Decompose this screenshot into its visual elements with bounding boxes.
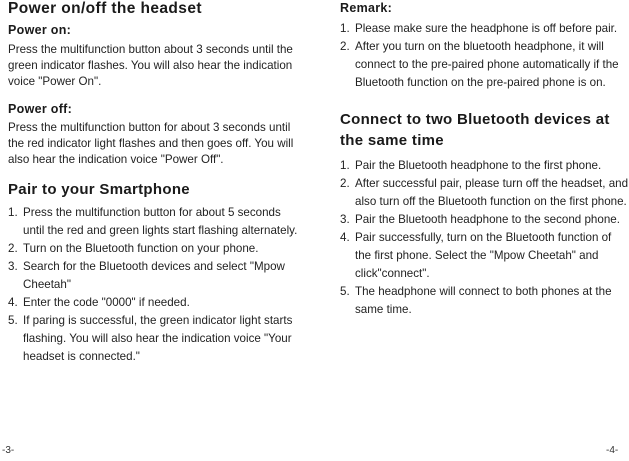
step-number: 1.	[8, 206, 18, 219]
list-item	[340, 20, 629, 38]
pair-steps	[8, 204, 298, 366]
list-item	[340, 211, 629, 229]
left-page	[8, 0, 298, 366]
power-off-text: Press the multifunction button for about 3 seconds until the red indicator light flashes and then goes off. You will also hear the indication voice "Power Off".	[8, 121, 294, 166]
two-devices-heading: Connect to two Bluetooth devices at the same time	[340, 111, 610, 149]
step-number: 1.	[340, 22, 350, 35]
step-text: Turn on the Bluetooth function on your phone.	[23, 242, 259, 255]
step-text: Pair successfully, turn on the Bluetooth function of the first phone. Select the "Mpow Cheetah" and click"connect".	[355, 231, 612, 280]
list-item	[8, 258, 298, 294]
pair-heading: Pair to your Smartphone	[8, 181, 190, 198]
step-text: Press the multifunction button for about 5 seconds until the red and green lights start flashing alternately.	[23, 206, 298, 237]
right-page	[340, 0, 629, 319]
step-text: Enter the code "0000" if needed.	[23, 296, 190, 309]
list-item	[340, 175, 629, 211]
step-text: Pair the Bluetooth headphone to the second phone.	[355, 213, 620, 226]
power-on-text: Press the multifunction button about 3 seconds until the green indicator flashes. You will also hear the indication voice "Power On".	[8, 43, 293, 88]
step-number: 2.	[8, 242, 18, 255]
list-item	[8, 240, 298, 258]
two-devices-steps	[340, 157, 629, 319]
power-on-heading: Power on:	[8, 23, 72, 37]
list-item	[340, 283, 629, 319]
step-number: 2.	[340, 40, 350, 53]
page-number-right: -4-	[606, 445, 619, 456]
step-number: 2.	[340, 177, 350, 190]
step-text: Search for the Bluetooth devices and select "Mpow Cheetah"	[23, 260, 285, 291]
list-item	[340, 229, 629, 283]
list-item	[340, 157, 629, 175]
remark-steps	[340, 20, 629, 92]
list-item	[8, 312, 298, 366]
step-number: 3.	[8, 260, 18, 273]
step-text: Pair the Bluetooth headphone to the first phone.	[355, 159, 602, 172]
remark-heading: Remark:	[340, 1, 393, 15]
step-text: After you turn on the bluetooth headphone, it will connect to the pre-paired phone automatically if the Bluetooth function on the pre-paired phone is on.	[355, 40, 619, 89]
step-number: 5.	[340, 285, 350, 298]
list-item	[8, 294, 298, 312]
page-number-left: -3-	[2, 445, 15, 456]
step-text: The headphone will connect to both phones at the same time.	[355, 285, 612, 316]
list-item	[8, 204, 298, 240]
power-off-heading: Power off:	[8, 102, 73, 116]
step-number: 4.	[340, 231, 350, 244]
step-number: 3.	[340, 213, 350, 226]
list-item	[340, 38, 629, 92]
step-number: 4.	[8, 296, 18, 309]
step-number: 1.	[340, 159, 350, 172]
step-number: 5.	[8, 314, 18, 327]
power-section-title: Power on/off the headset	[8, 0, 202, 17]
step-text: After successful pair, please turn off the headset, and also turn off the Bluetooth function on the first phone.	[355, 177, 629, 208]
step-text: If paring is successful, the green indicator light starts flashing. You will also hear the indication voice "Your headset is connected."	[23, 314, 293, 363]
step-text: Please make sure the headphone is off before pair.	[355, 22, 618, 35]
